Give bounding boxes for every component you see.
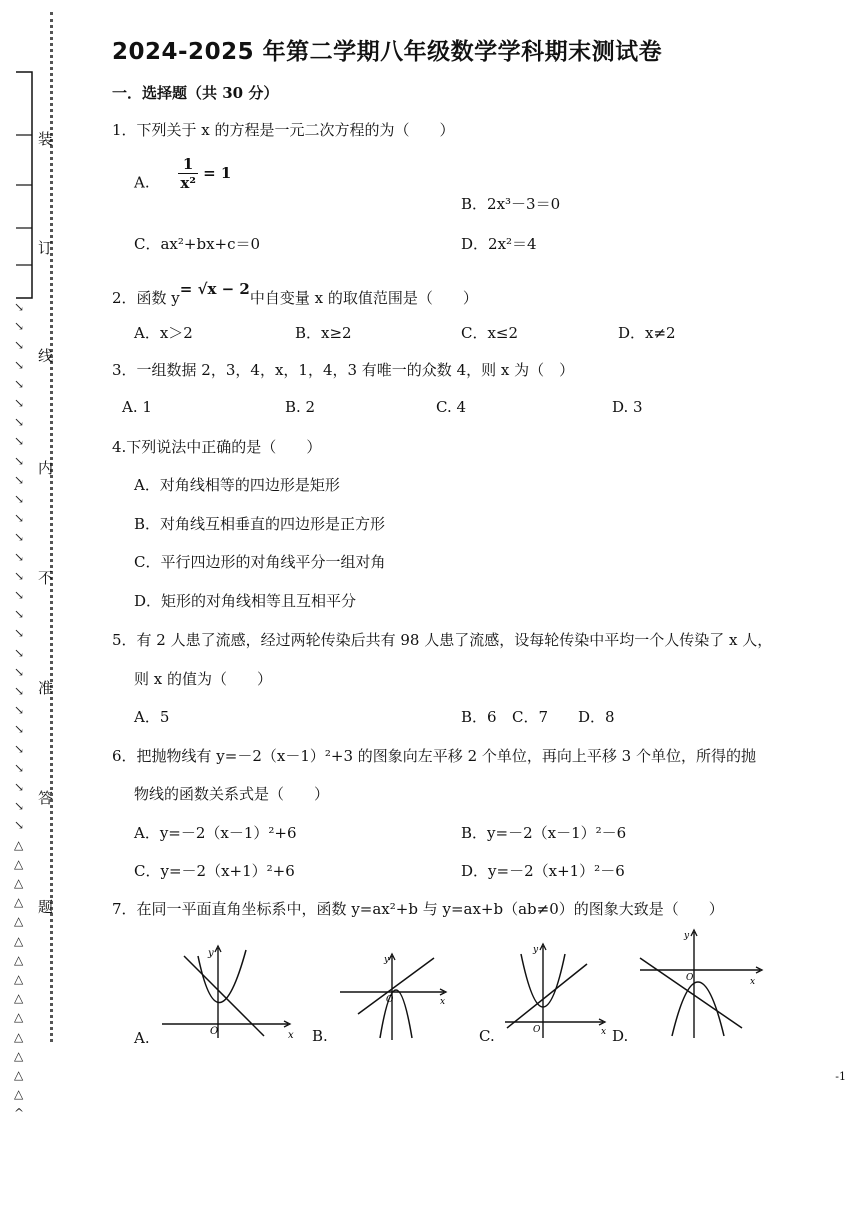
- option-c: C．y=－2（x+1）²+6: [134, 862, 295, 880]
- x-axis-label: x: [750, 977, 756, 987]
- binding-margin-mark: △: [14, 1087, 24, 1102]
- option-c: C．平行四边形的对角线平分一组对角: [134, 553, 386, 571]
- option-a: A. 1: [122, 398, 152, 416]
- option-c: C. 4: [436, 398, 467, 416]
- binding-margin-mark: ↘: [14, 472, 25, 487]
- option-d: D．矩形的对角线相等且互相平分: [134, 592, 357, 610]
- equation-rest: = 1: [197, 163, 232, 182]
- question-stem: 1．下列关于 x 的方程是一元二次方程的为（ ）: [112, 121, 455, 139]
- binding-margin-mark: △: [14, 1068, 24, 1082]
- binding-margin-mark: ↘: [14, 703, 25, 718]
- option-c: C．7: [512, 708, 549, 726]
- stem-prefix: 2．函数 y: [112, 289, 180, 307]
- option-d: D．y=－2（x+1）²－6: [461, 862, 625, 880]
- graph-d: [636, 928, 768, 1040]
- question-stem: 7．在同一平面直角坐标系中，函数 y=ax²+b 与 y=ax+b（ab≠0）的图象大致是（ ）: [112, 900, 724, 918]
- fraction-denominator: x²: [180, 174, 196, 192]
- binding-margin-mark: ^: [14, 1106, 25, 1121]
- question-stem: 4.下列说法中正确的是（ ）: [112, 438, 322, 456]
- binding-margin-mark: ↘: [14, 607, 25, 622]
- option-label: A.: [134, 173, 150, 192]
- binding-margin-mark: △: [14, 1010, 24, 1025]
- binding-margin-mark: ↘: [14, 799, 25, 814]
- binding-margin-mark: ↘: [14, 626, 25, 641]
- option-d: D．8: [578, 708, 615, 726]
- binding-margin-mark: ↘: [14, 492, 25, 506]
- binding-margin-mark: △: [14, 991, 24, 1006]
- binding-margin-mark: ↘: [14, 684, 25, 698]
- page-title: 2024-2025 年第二学期八年级数学学科期末测试卷: [112, 39, 663, 65]
- binding-margin-char: 订: [38, 239, 54, 257]
- origin-label: O: [386, 995, 394, 1005]
- binding-margin-mark: △: [14, 1048, 24, 1063]
- binding-margin-mark: ↘: [14, 453, 25, 468]
- binding-margin-mark: △: [14, 1029, 24, 1044]
- option-b: B．2x³－3＝0: [461, 195, 561, 213]
- binding-margin-mark: ↘: [14, 741, 25, 756]
- y-axis-label: y: [684, 931, 690, 941]
- binding-margin-mark: ↘: [14, 588, 25, 602]
- binding-margin-mark: ↘: [14, 396, 25, 410]
- binding-margin-mark: ↘: [14, 300, 25, 314]
- binding-margin-mark: ↘: [14, 568, 25, 583]
- option-a: A．x＞2: [134, 324, 193, 342]
- option-c: C．x≤2: [461, 324, 519, 342]
- binding-margin-mark: ↘: [14, 434, 25, 449]
- question-stem-line1: 6．把抛物线有 y=－2（x－1）²+3 的图象向左平移 2 个单位，再向上平移 3 个单位，所得的抛: [112, 747, 756, 765]
- binding-margin-mark: ↘: [14, 780, 25, 794]
- binding-margin-mark: ↘: [14, 549, 25, 564]
- fraction: [178, 155, 198, 192]
- binding-margin-mark: ↘: [14, 376, 25, 391]
- option-d: D. 3: [612, 398, 643, 416]
- option-d: D．2x²＝4: [461, 235, 537, 253]
- binding-bracket: [0, 60, 40, 310]
- binding-margin-mark: ↘: [14, 357, 25, 372]
- binding-margin-mark: △: [14, 952, 24, 967]
- binding-margin-char: 不: [38, 569, 54, 587]
- origin-label: O: [533, 1025, 541, 1035]
- x-axis-label: x: [440, 997, 446, 1007]
- binding-margin-char: 题: [38, 898, 54, 916]
- option-a: A．5: [134, 708, 170, 726]
- option-c: C．ax²+bx+c＝0: [134, 235, 261, 253]
- option-b: B．y=－2（x－1）²－6: [461, 824, 627, 842]
- binding-margin-mark: △: [14, 972, 24, 986]
- binding-margin-char: 内: [38, 459, 54, 477]
- binding-margin-mark: ↘: [14, 338, 25, 353]
- binding-margin-mark: ↘: [14, 319, 25, 334]
- origin-label: O: [686, 973, 694, 983]
- option-b: B．x≥2: [295, 324, 352, 342]
- y-axis-label: y: [533, 945, 539, 955]
- option-d: D．x≠2: [618, 324, 676, 342]
- option-b: B. 2: [285, 398, 316, 416]
- question-stem-line2: 物线的函数关系式是（ ）: [134, 785, 330, 803]
- page-mark: -1: [835, 1070, 846, 1083]
- binding-margin-mark: ↘: [14, 645, 25, 660]
- question-stem-line1: 5．有 2 人患了流感，经过两轮传染后共有 98 人患了流感，设每轮传染中平均一个人传染了 x 人，: [112, 631, 773, 649]
- origin-label: O: [210, 1026, 219, 1037]
- graph-a-label: A.: [134, 1029, 150, 1047]
- stem-suffix: 中自变量 x 的取值范围是（ ）: [249, 289, 478, 307]
- binding-margin-mark: △: [14, 895, 24, 910]
- binding-margin-char: 装: [38, 130, 54, 148]
- option-a: A．y=－2（x－1）²+6: [134, 824, 297, 842]
- binding-margin-mark: △: [14, 876, 24, 890]
- fraction-numerator: 1: [178, 155, 198, 174]
- binding-dotted-line: [50, 12, 53, 1042]
- x-axis-label: x: [601, 1027, 607, 1037]
- binding-margin-mark: △: [14, 933, 24, 948]
- question-stem-line2: 则 x 的值为（ ）: [134, 670, 272, 688]
- binding-margin-mark: ↘: [14, 664, 25, 679]
- option-a: A．对角线相等的四边形是矩形: [134, 476, 340, 494]
- graph-b: [336, 952, 456, 1042]
- y-axis-label: y: [208, 948, 214, 959]
- option-a: [134, 155, 232, 202]
- graph-b-label: B.: [312, 1027, 328, 1045]
- binding-margin-char: 答: [38, 789, 54, 807]
- binding-margin-mark: △: [14, 914, 24, 929]
- binding-margin-mark: ↘: [14, 760, 25, 775]
- graph-c-label: C.: [479, 1027, 495, 1045]
- binding-margin-mark: ↘: [14, 818, 25, 833]
- section-heading: 一．选择题（共 30 分）: [112, 84, 279, 102]
- binding-margin-mark: △: [14, 837, 24, 852]
- x-axis-label: x: [288, 1030, 294, 1041]
- binding-margin-mark: ↘: [14, 415, 25, 430]
- y-axis-label: y: [384, 955, 390, 965]
- binding-margin-mark: ↘: [14, 511, 25, 526]
- option-b: B．6: [461, 708, 497, 726]
- binding-margin-mark: ↘: [14, 530, 25, 545]
- binding-margin-mark: ↘: [14, 722, 25, 737]
- question-stem: [112, 280, 478, 308]
- binding-margin-char: 准: [38, 679, 54, 697]
- sqrt-expression: = √x − 2: [179, 280, 250, 298]
- graph-c: [503, 940, 615, 1040]
- binding-margin-mark: △: [14, 856, 24, 871]
- graph-d-label: D.: [612, 1027, 629, 1045]
- question-stem: 3．一组数据 2，3，4，x，1，4，3 有唯一的众数 4，则 x 为（ ）: [112, 361, 575, 379]
- option-b: B．对角线互相垂直的四边形是正方形: [134, 515, 386, 533]
- graph-a: [158, 942, 298, 1042]
- binding-margin-char: 线: [38, 347, 54, 365]
